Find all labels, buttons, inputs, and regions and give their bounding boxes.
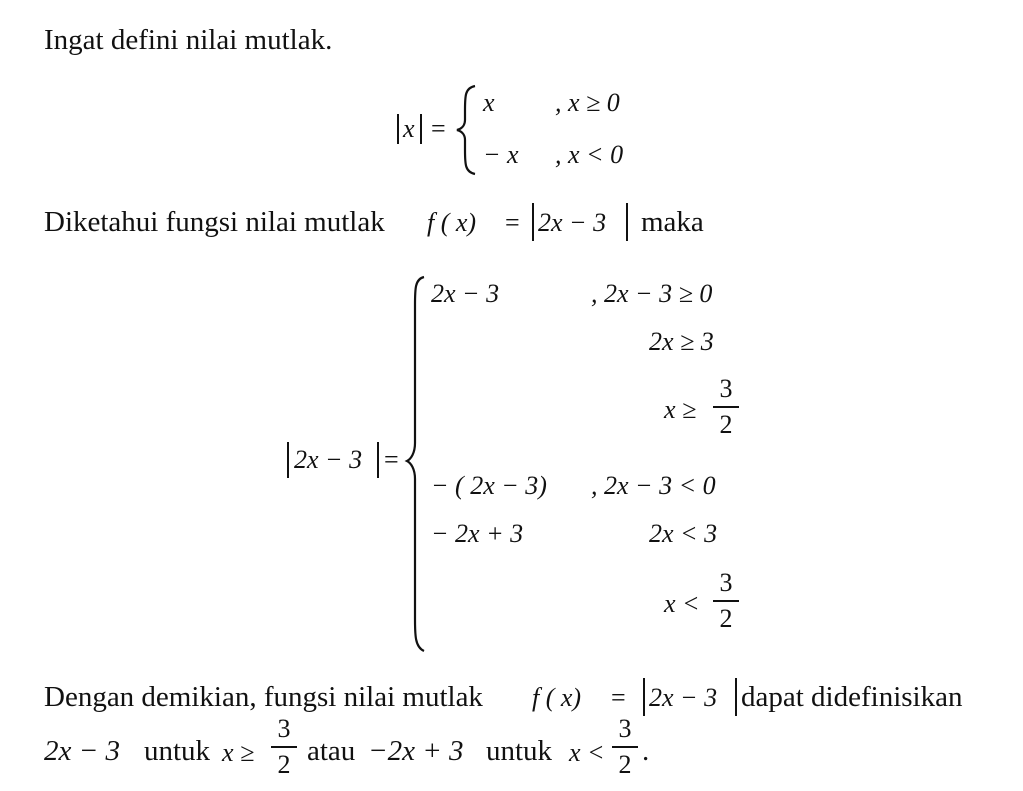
- given-tail: maka: [641, 206, 704, 238]
- pw-case2-step2: 2x < 3: [649, 519, 718, 548]
- pw-case1-step2: 2x ≥ 3: [649, 327, 714, 356]
- conclusion-cond2: x <: [569, 738, 605, 767]
- pw-case2-frac-num: 3: [719, 568, 733, 597]
- pw-case2-expr: − ( 2x − 3): [431, 471, 547, 500]
- conclusion-fraction-1: [271, 716, 297, 778]
- def-lhs-var: x: [403, 114, 415, 143]
- given-equals: =: [505, 208, 520, 237]
- pw-case1-fraction: [713, 376, 739, 438]
- given-abs-bar-left: [532, 203, 534, 241]
- conclusion-func: f ( x): [532, 683, 582, 712]
- fraction-bar: [713, 406, 739, 408]
- def-row2-expr: − x: [483, 140, 519, 169]
- pw-abs-bar-left: [287, 442, 289, 478]
- conclusion-frac1-den: 2: [277, 749, 291, 779]
- def-equals: =: [431, 114, 446, 143]
- pw-case2-expr2: − 2x + 3: [431, 519, 524, 548]
- def-left-brace: [455, 84, 479, 176]
- pw-case1-cond: , 2x − 3 ≥ 0: [591, 279, 713, 308]
- intro-text: Ingat defini nilai mutlak.: [44, 24, 333, 56]
- conclusion-frac1-num: 3: [277, 714, 291, 743]
- given-text: Diketahui fungsi nilai mutlak: [44, 206, 385, 238]
- conclusion-cond1: x ≥: [222, 738, 255, 767]
- def-row1-expr: x: [483, 88, 495, 117]
- conclusion-abs-bar-left: [643, 678, 645, 716]
- pw-case1-frac-den: 2: [719, 409, 733, 439]
- conclusion-tail: dapat didefinisikan: [741, 681, 963, 713]
- conclusion-frac2-den: 2: [618, 749, 632, 779]
- conclusion-untuk1: untuk: [144, 735, 211, 767]
- fraction-bar: [271, 746, 297, 748]
- pw-case1-step3-lhs: x ≥: [664, 395, 697, 424]
- abs-bar-left: [397, 114, 399, 144]
- abs-bar-right: [420, 114, 422, 144]
- conclusion-expr1: 2x − 3: [44, 735, 120, 767]
- pw-case1-expr: 2x − 3: [431, 279, 500, 308]
- conclusion-untuk2: untuk: [486, 735, 553, 767]
- conclusion-text: Dengan demikian, fungsi nilai mutlak: [44, 681, 483, 713]
- def-row2-cond: , x < 0: [555, 140, 624, 169]
- given-func: f ( x): [427, 208, 477, 237]
- pw-abs-bar-right: [377, 442, 379, 478]
- def-row1-cond: , x ≥ 0: [555, 88, 620, 117]
- conclusion-frac2-num: 3: [618, 714, 632, 743]
- conclusion-abs-expr: 2x − 3: [649, 683, 718, 712]
- given-abs-bar-right: [626, 203, 628, 241]
- conclusion-atau: atau: [307, 735, 356, 767]
- pw-case2-fraction: [713, 570, 739, 632]
- conclusion-fraction-2: [612, 716, 638, 778]
- pw-case2-frac-den: 2: [719, 603, 733, 633]
- pw-case1-frac-num: 3: [719, 374, 733, 403]
- pw-left-brace: [405, 275, 427, 655]
- pw-equals: =: [384, 445, 399, 474]
- fraction-bar: [713, 600, 739, 602]
- pw-case2-step3-lhs: x <: [664, 589, 700, 618]
- conclusion-expr2: −2x + 3: [368, 735, 464, 767]
- conclusion-equals: =: [611, 683, 626, 712]
- fraction-bar: [612, 746, 638, 748]
- conclusion-abs-bar-right: [735, 678, 737, 716]
- conclusion-period: .: [642, 735, 650, 767]
- pw-case2-cond: , 2x − 3 < 0: [591, 471, 716, 500]
- pw-lhs-expr: 2x − 3: [294, 445, 363, 474]
- given-abs-expr: 2x − 3: [538, 208, 607, 237]
